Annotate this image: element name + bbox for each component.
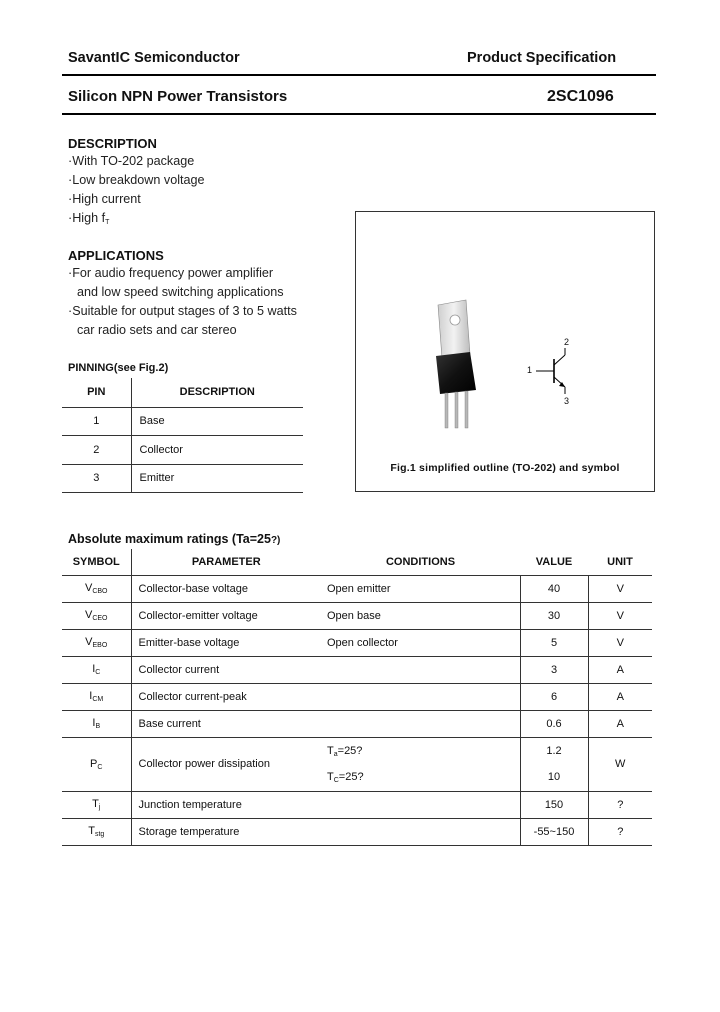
description-item: ·Low breakdown voltage <box>68 173 205 187</box>
value-cell: 5 <box>520 629 588 656</box>
company-name: SavantIC Semiconductor <box>68 50 240 66</box>
parameter-cell: Base current <box>131 710 321 737</box>
unit-cell: ? <box>588 791 652 818</box>
table-row <box>62 407 303 436</box>
table-row <box>62 656 652 683</box>
conditions-cell <box>321 737 520 791</box>
product-subtitle: Silicon NPN Power Transistors <box>68 88 288 105</box>
conditions-cell: Open emitter <box>321 575 520 602</box>
symbol-cell: $I_C$ <box>62 656 131 683</box>
base-pin-label: 1 <box>527 365 533 375</box>
unit-cell: A <box>588 683 652 710</box>
ratings-table <box>62 549 652 846</box>
table-row <box>62 629 652 656</box>
parameter-cell: Collector-base voltage <box>131 575 321 602</box>
parameter-cell: Storage temperature <box>131 818 321 845</box>
table-row <box>62 791 652 818</box>
pin-description: Collector <box>131 436 303 465</box>
application-line: ·Suitable for output stages of 3 to 5 watts <box>68 304 297 318</box>
symbol-cell: $V_{CEO}$ <box>62 602 131 629</box>
pin-number: 1 <box>62 407 131 436</box>
table-row <box>62 683 652 710</box>
unit-cell: V <box>588 602 652 629</box>
pin-number: 2 <box>62 436 131 465</box>
description-item-ft: ·High $f_T$ <box>68 211 110 226</box>
parameter-cell: Emitter-base voltage <box>131 629 321 656</box>
table-row <box>62 710 652 737</box>
value-cell: 3 <box>520 656 588 683</box>
parameter-cell: Collector current <box>131 656 321 683</box>
collector-pin-label: 2 <box>564 337 570 347</box>
value-cell: 40 <box>520 575 588 602</box>
symbol-cell: $I_{CM}$ <box>62 683 131 710</box>
ratings-title: Absolute maximum ratings (Ta=25?) <box>68 532 281 546</box>
pin-description: Base <box>131 407 303 436</box>
table-row-power-dissipation <box>62 737 652 791</box>
figure-box <box>355 211 655 492</box>
pin-number: 3 <box>62 464 131 493</box>
symbol-cell: $I_B$ <box>62 710 131 737</box>
parameter-cell: Collector-emitter voltage <box>131 602 321 629</box>
table-row <box>62 818 652 845</box>
unit-cell: A <box>588 656 652 683</box>
parameter-cell: Collector current-peak <box>131 683 321 710</box>
description-item: ·With TO-202 package <box>68 154 195 168</box>
value-cell: -55~150 <box>520 818 588 845</box>
condition-tc: $T_C=25$? <box>327 771 364 784</box>
conditions-cell <box>321 656 520 683</box>
unit-header: UNIT <box>588 549 652 575</box>
unit-cell: W <box>588 737 652 791</box>
table-row <box>62 575 652 602</box>
symbol-cell: $T_{stg}$ <box>62 818 131 845</box>
conditions-header: CONDITIONS <box>321 549 520 575</box>
symbol-cell: $P_C$ <box>62 737 131 791</box>
part-number: 2SC1096 <box>547 88 614 105</box>
applications-title: APPLICATIONS <box>68 248 164 263</box>
value-cell: 150 <box>520 791 588 818</box>
table-row <box>62 464 303 493</box>
pin-description: Emitter <box>131 464 303 493</box>
emitter-pin-label: 3 <box>564 396 570 406</box>
parameter-header: PARAMETER <box>131 549 321 575</box>
condition-ta: $T_a=25$? <box>327 745 363 758</box>
symbol-cell: $V_{CBO}$ <box>62 575 131 602</box>
description-item: ·High current <box>68 192 141 206</box>
pin-header: PIN <box>62 378 131 407</box>
unit-cell: A <box>588 710 652 737</box>
description-list <box>68 152 205 232</box>
ratings-header-row <box>62 549 652 575</box>
application-line: and low speed switching applications <box>77 285 284 299</box>
unit-cell: ? <box>588 818 652 845</box>
table-row <box>62 602 652 629</box>
unit-cell: V <box>588 629 652 656</box>
value-cell: 6 <box>520 683 588 710</box>
header-rule-bottom <box>62 113 656 115</box>
table-row <box>62 436 303 465</box>
conditions-cell: Open base <box>321 602 520 629</box>
conditions-cell <box>321 683 520 710</box>
pin-description-header: DESCRIPTION <box>131 378 303 407</box>
value-tc: 10 <box>547 771 561 783</box>
symbol-cell: $V_{EBO}$ <box>62 629 131 656</box>
value-cell: 30 <box>520 602 588 629</box>
header-rule-top <box>62 74 656 76</box>
npn-transistor-symbol <box>356 212 656 452</box>
value-cell <box>520 737 588 791</box>
conditions-cell <box>321 791 520 818</box>
symbol-header: SYMBOL <box>62 549 131 575</box>
symbol-cell: $T_j$ <box>62 791 131 818</box>
value-ta: 1.2 <box>546 745 562 757</box>
pinning-title: PINNING(see Fig.2) <box>68 362 169 374</box>
value-header: VALUE <box>520 549 588 575</box>
parameter-cell: Collector power dissipation <box>131 737 321 791</box>
conditions-cell: Open collector <box>321 629 520 656</box>
unit-cell: V <box>588 575 652 602</box>
application-line: car radio sets and car stereo <box>77 323 237 337</box>
figure-caption: Fig.1 simplified outline (TO-202) and symbol <box>390 462 620 474</box>
description-title: DESCRIPTION <box>68 136 157 151</box>
pinning-table <box>62 378 303 493</box>
pinning-header-row <box>62 378 303 407</box>
parameter-cell: Junction temperature <box>131 791 321 818</box>
value-cell: 0.6 <box>520 710 588 737</box>
conditions-cell <box>321 710 520 737</box>
applications-list <box>68 264 297 340</box>
application-line: ·For audio frequency power amplifier <box>68 266 274 280</box>
document-type: Product Specification <box>467 50 617 66</box>
conditions-cell <box>321 818 520 845</box>
